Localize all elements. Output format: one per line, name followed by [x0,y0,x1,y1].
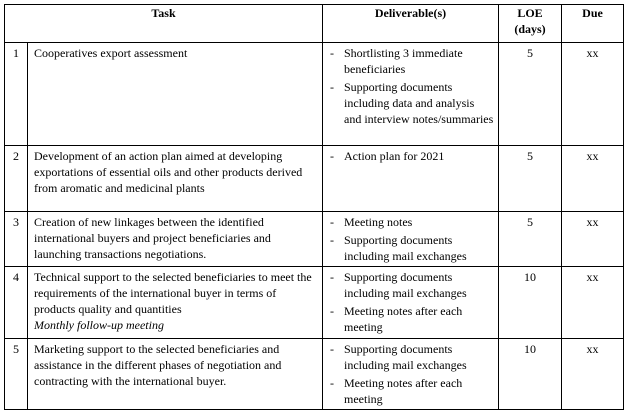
table-row [5,146,624,212]
task-note: Monthly follow-up meeting [34,318,164,332]
deliverables-cell [323,339,499,410]
due-cell: xx [562,339,624,410]
loe-header [499,5,562,43]
deliverable-item: - Shortlisting 3 immediate beneficiaries [329,45,494,77]
task-text: Marketing support to the selected beneficiaries and assistance in the different phases of negotiation and contracting with the international buyer. [34,342,282,388]
due-cell: xx [562,212,624,267]
table-row [5,339,624,410]
loe-header-line1: LOE [517,6,543,20]
row-number: 5 [5,339,28,410]
row-number: 2 [5,146,28,212]
deliverables-cell [323,267,499,339]
deliverables-list [329,45,494,127]
deliverables-header: Deliverable(s) [323,5,499,43]
loe-cell: 5 [499,212,562,267]
loe-header-line2: (days) [514,22,546,36]
due-header: Due [562,5,624,43]
row-number: 4 [5,267,28,339]
task-text: Technical support to the selected beneficiaries to meet the requirements of the international buyer in terms of products quality and quantities [34,270,312,316]
deliverable-item: - Meeting notes [329,214,494,230]
loe-cell: 5 [499,43,562,146]
task-text: Cooperatives export assessment [34,46,188,60]
deliverable-item: - Supporting documents including mail exchanges [329,341,494,373]
table-row [5,212,624,267]
task-header: Task [5,5,323,43]
loe-cell: 5 [499,146,562,212]
deliverables-list [329,269,494,335]
loe-cell: 10 [499,339,562,410]
row-number: 1 [5,43,28,146]
deliverables-list [329,214,494,264]
row-number: 3 [5,212,28,267]
task-cell [28,212,323,267]
deliverable-item: - Supporting documents including data and analysis and interview notes/summaries [329,79,494,127]
due-cell: xx [562,43,624,146]
deliverables-table [4,4,624,410]
deliverables-cell [323,212,499,267]
deliverable-item: - Meeting notes after each meeting [329,303,494,335]
deliverable-item: - Meeting notes after each meeting [329,375,494,407]
deliverables-cell [323,146,499,212]
deliverable-item: - Action plan for 2021 [329,148,494,164]
due-cell: xx [562,267,624,339]
task-cell [28,267,323,339]
deliverables-cell [323,43,499,146]
task-text: Development of an action plan aimed at developing exportations of essential oils and other products derived from aromatic and medicinal plants [34,149,303,195]
loe-cell: 10 [499,267,562,339]
task-cell [28,339,323,410]
deliverables-list [329,341,494,407]
task-cell [28,43,323,146]
deliverable-item: - Supporting documents including mail exchanges [329,269,494,301]
deliverables-list [329,148,494,164]
table-row [5,267,624,339]
task-cell [28,146,323,212]
task-text: Creation of new linkages between the identified international buyers and project beneficiaries and launching transactions negotiations. [34,215,271,261]
table-header-row [5,5,624,43]
table-row [5,43,624,146]
due-cell: xx [562,146,624,212]
deliverable-item: - Supporting documents including mail exchanges [329,232,494,264]
